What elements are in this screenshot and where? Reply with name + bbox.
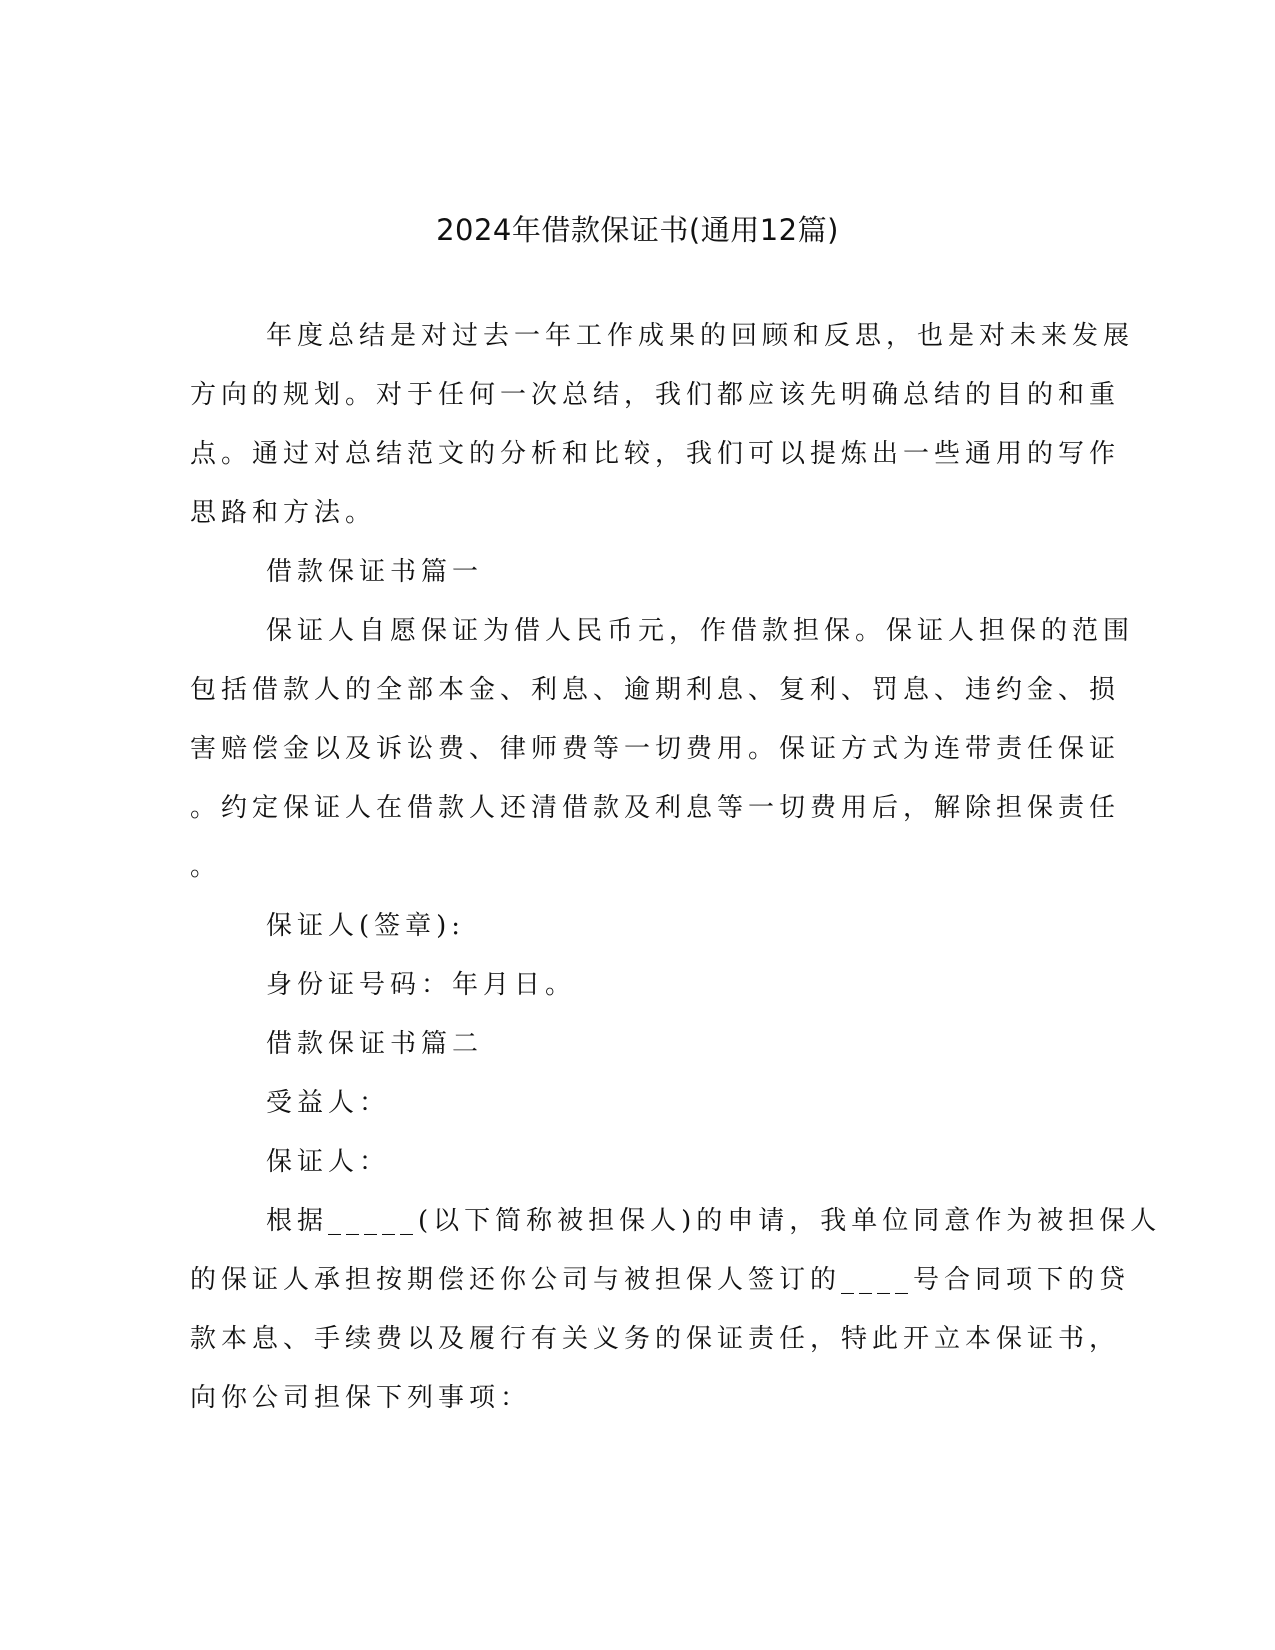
- paragraph-line: 保证人自愿保证为借人民币元，作借款担保。保证人担保的范围: [266, 616, 1135, 646]
- paragraph-line: 。约定保证人在借款人还清借款及利息等一切费用后，解除担保责任: [190, 793, 1121, 823]
- paragraph-line: 年度总结是对过去一年工作成果的回顾和反思，也是对未来发展: [266, 321, 1135, 351]
- paragraph-line: 。: [190, 852, 222, 882]
- paragraph-line: 方向的规划。对于任何一次总结，我们都应该先明确总结的目的和重: [190, 380, 1121, 410]
- paragraph-line: 包括借款人的全部本金、利息、逾期利息、复利、罚息、违约金、损: [190, 675, 1121, 705]
- guarantor-line: 保证人：: [266, 1147, 391, 1177]
- paragraph-line: 点。通过对总结范文的分析和比较，我们可以提炼出一些通用的写作: [190, 439, 1121, 469]
- document-title: 2024年借款保证书(通用12篇): [436, 213, 839, 247]
- paragraph-line: 思路和方法。: [190, 498, 377, 528]
- section-heading: 借款保证书篇二: [266, 1029, 484, 1059]
- beneficiary-line: 受益人：: [266, 1088, 391, 1118]
- paragraph-line: 款本息、手续费以及履行有关义务的保证责任，特此开立本保证书，: [190, 1324, 1121, 1354]
- paragraph-line: 的保证人承担按期偿还你公司与被担保人签订的____号合同项下的贷: [190, 1265, 1131, 1295]
- signature-line: 保证人(签章):: [266, 911, 466, 941]
- id-number-line: 身份证号码：年月日。: [266, 970, 577, 1000]
- paragraph-line: 害赔偿金以及诉讼费、律师费等一切费用。保证方式为连带责任保证: [190, 734, 1121, 764]
- section-heading: 借款保证书篇一: [266, 557, 484, 587]
- paragraph-line: 根据_____(以下简称被担保人)的申请，我单位同意作为被担保人: [266, 1206, 1162, 1236]
- paragraph-line: 向你公司担保下列事项：: [190, 1383, 532, 1413]
